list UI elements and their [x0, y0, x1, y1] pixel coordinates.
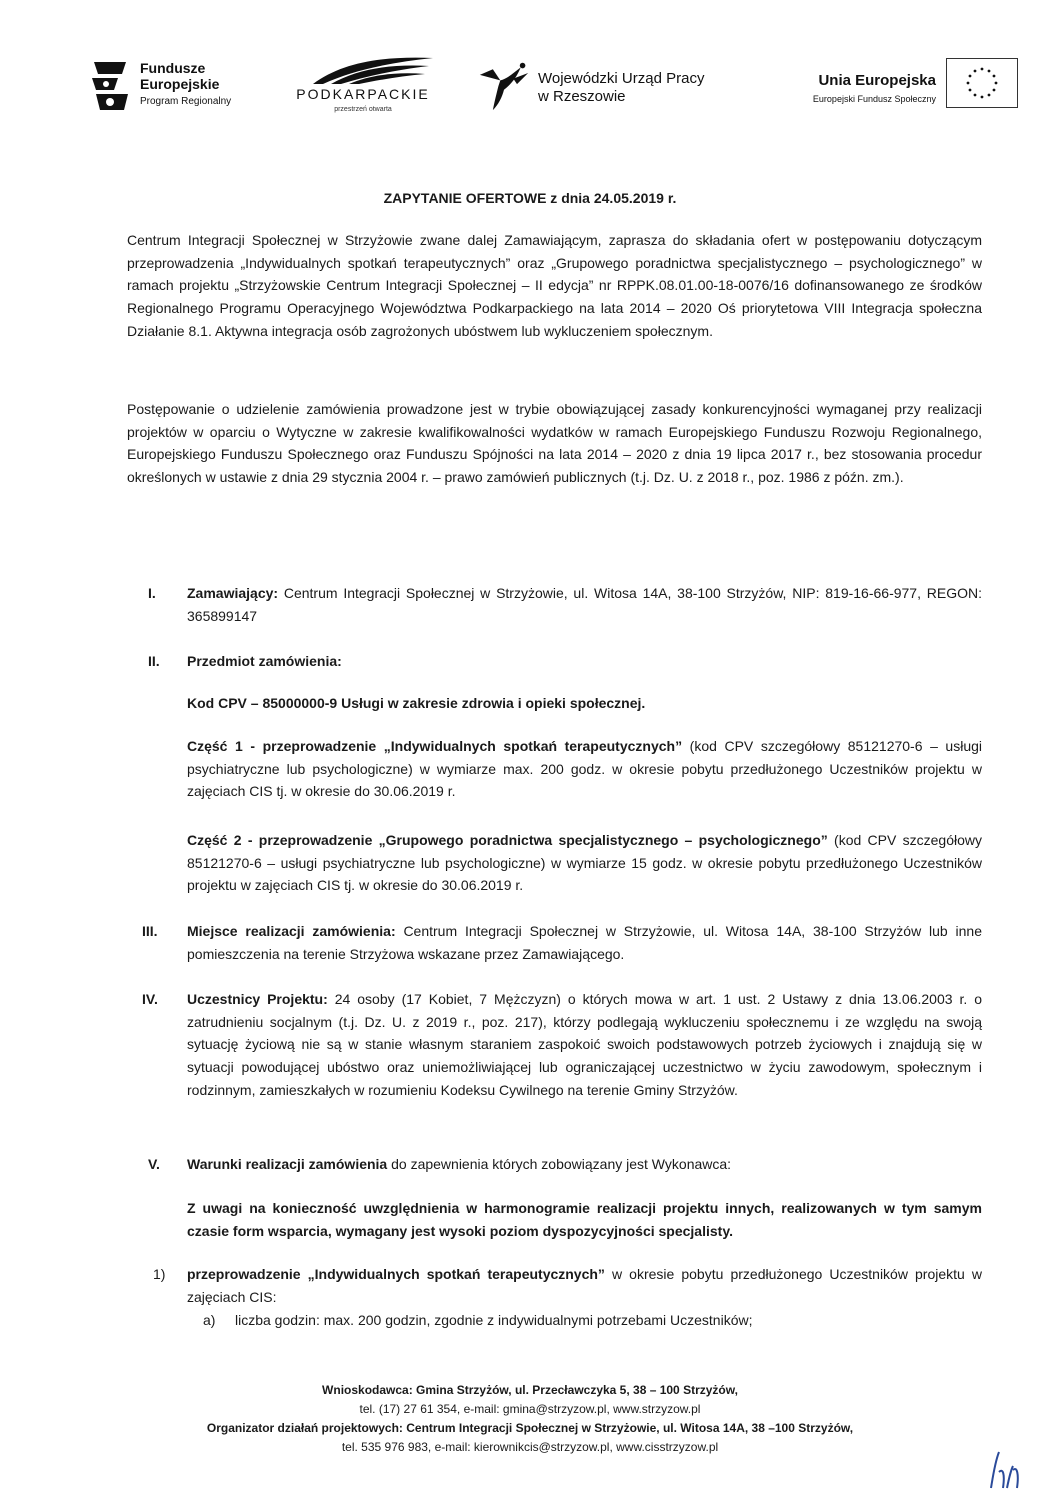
part-1-text: (kod CPV szczegółowy 85121270-6 – usługi psychiatryczne lub psychologiczne) w wymiarze max. 200 godz. w okresie pobytu przedłużonego Uczestników projektu w zajęciach CIS tj. w okresie do 30.06.2019 r.: [187, 738, 982, 800]
footer-applicant: Wnioskodawca: Gmina Strzyżów, ul. Przecławczyka 5, 38 – 100 Strzyżów,: [322, 1383, 738, 1397]
logo-wup-rzeszow: [476, 60, 736, 116]
item-1-text: w okresie pobytu przedłużonego Uczestników projektu w zajęciach CIS:: [187, 1266, 982, 1305]
section-2-part-2: [187, 829, 982, 897]
intro-paragraph-1: Centrum Integracji Społecznej w Strzyżowie zwane dalej Zamawiającym, zaprasza do składania ofert w postępowaniu dotyczącym przeprowadzenia „Indywidualnych spotkań terapeutycznych” oraz „Grupowego poradnictwa specjalistycznego – psychologicznego” w ramach projektu „Strzyżowskie Centrum Integracji Społecznej – II edycja” nr RPPK.08.01.00-18-0076/16 dofinansowanego ze środków Regionalnego Programu Operacyjnego Województwa Podkarpackiego na lata 2014 – 2020 Oś priorytetowa VIII Integracja społeczna Działanie 8.1. Aktywna integracja osób zagrożonych ubóstwem lub wykluczeniem społecznym.: [127, 232, 982, 339]
fundusze-europejskie-emblem-icon: [88, 58, 132, 114]
section-2-label: Przedmiot zamówienia:: [187, 653, 342, 669]
item-1-label: przeprowadzenie „Indywidualnych spotkań terapeutycznych”: [187, 1266, 605, 1282]
section-4-participants: [187, 988, 982, 1102]
item-1a-text: liczba godzin: max. 200 godzin, zgodnie z indywidualnymi potrzebami Uczestników;: [235, 1312, 753, 1328]
section-2-number: II.: [148, 653, 160, 669]
section-2-part-1: [187, 735, 982, 803]
section-3-location: [187, 920, 982, 965]
part-2-label: Część 2 - przeprowadzenie „Grupowego poradnictwa specjalistycznego – psychologicznego”: [187, 832, 828, 848]
wup-name: [538, 70, 704, 106]
ue-title: Unia Europejska: [818, 72, 936, 89]
item-1: [187, 1263, 982, 1308]
item-1-number: 1): [153, 1266, 166, 1282]
item-1a-letter: a): [203, 1312, 216, 1328]
section-4-number: IV.: [142, 991, 158, 1007]
logo-podkarpackie: [283, 52, 443, 122]
section-3-label: Miejsce realizacji zamówienia:: [187, 923, 396, 939]
header-logos: [88, 52, 1028, 122]
logo-unia-europejska: [786, 68, 1026, 118]
footer-organizer: Organizator działań projektowych: Centrum Integracji Społecznej w Strzyżowie, ul. Witosa 14A, 38 –100 Strzyżów,: [206, 1421, 854, 1435]
section-3-number: III.: [142, 923, 158, 939]
bleed-through-mark: [820, 540, 824, 560]
section-1-number: I.: [148, 585, 156, 601]
section-5-conditions: [187, 1153, 982, 1176]
footer-applicant-contact: tel. (17) 27 61 354, e-mail: gmina@strzyzow.pl, www.strzyzow.pl: [359, 1402, 701, 1416]
section-1-text: Centrum Integracji Społecznej w Strzyżowie, ul. Witosa 14A, 38-100 Strzyżów, NIP: 819-16-66-977, REGON: 365899147: [187, 585, 982, 624]
fe-line1: Fundusze: [140, 60, 206, 76]
section-5-label: Warunki realizacji zamówienia: [187, 1156, 388, 1172]
footer-organizer-contact: tel. 535 976 983, e-mail: kierownikcis@strzyzow.pl, www.cisstrzyzow.pl: [341, 1440, 719, 1454]
eu-flag-icon: [946, 58, 1018, 108]
wup-line1: Wojewódzki Urząd Pracy: [538, 70, 705, 87]
section-4-text: 24 osoby (17 Kobiet, 7 Mężczyzn) o których mowa w art. 1 ust. 2 Ustawy z dnia 13.06.2003 r. o zatrudnieniu socjalnym (t.j. Dz. U. z 2019 r., poz. 217), którzy podlegają wykluczeniu społecznemu i ze względu na swoją sytuację życiową nie są w stanie własnym staraniem zaspokoić swoich podstawowych potrzeb życiowych i znajdują się w sytuacji powodującej ubóstwo oraz uniemożliwiającej lub ograniczającej uczestnictwo w życiu zawodowym, społecznym i rodzinnym, zamieszkałych w rozumieniu Kodeksu Cywilnego na terenie Gminy Strzyżów.: [187, 991, 982, 1098]
section-5-number: V.: [148, 1156, 160, 1172]
ue-subtitle: Europejski Fundusz Społeczny: [812, 94, 936, 104]
podkarpackie-wave-icon: [283, 52, 443, 86]
section-1-ordering-party: [187, 582, 982, 627]
logo-fundusze-europejskie: [88, 58, 258, 116]
podkarpackie-name: PODKARPACKIE: [296, 86, 430, 102]
section-4-label: Uczestnicy Projektu:: [187, 991, 328, 1007]
section-1-label: Zamawiający:: [187, 585, 279, 601]
fe-line3: Program Regionalny: [140, 96, 232, 107]
wup-bird-icon: [476, 60, 532, 112]
podkarpackie-tagline: przestrzeń otwarta: [334, 106, 392, 113]
section-2-cpv: Kod CPV – 85000000-9 Usługi w zakresie zdrowia i opieki społecznej.: [187, 695, 646, 711]
wup-line2: w Rzeszowie: [538, 88, 626, 105]
section-5-text: do zapewnienia których zobowiązany jest Wykonawca:: [387, 1156, 732, 1172]
handwritten-initials-signature: [985, 1448, 1025, 1492]
part-2-text: (kod CPV szczegółowy 85121270-6 – usługi psychiatryczne lub psychologiczne) w wymiarze 15 godz. w okresie pobytu przedłużonego Uczestników projektu w zajęciach CIS tj. w okresie do 30.06.2019 r.: [187, 832, 982, 894]
intro-paragraph-2: Postępowanie o udzielenie zamówienia prowadzone jest w trybie obowiązującej zasady konkurencyjności wymaganej przy realizacji projektów w oparciu o Wytyczne w zakresie kwalifikowalności wydatków w ramach Europejskiego Funduszu Rozwoju Regionalnego, Europejskiego Funduszu Społecznego oraz Funduszu Spójności na lata 2014 – 2020 z dnia 19 lipca 2017 r., bez stosowania procedur określonych w ustawie z dnia 29 stycznia 2004 r. – prawo zamówień publicznych (t.j. Dz. U. z 2018 r., poz. 1986 z późn. zm.).: [127, 401, 982, 486]
fe-line2: Europejskie: [140, 76, 220, 92]
section-5-availability-note: Z uwagi na konieczność uwzględnienia w harmonogramie realizacji projektu innych, realizowanych w tym samym czasie form wsparcia, wymagany jest wysoki poziom dyspozycyjności specjalisty.: [187, 1200, 982, 1239]
part-1-label: Część 1 - przeprowadzenie „Indywidualnych spotkań terapeutycznych”: [187, 738, 683, 754]
document-title: ZAPYTANIE OFERTOWE z dnia 24.05.2019 r.: [383, 190, 677, 206]
section-3-text: Centrum Integracji Społecznej w Strzyżowie, ul. Witosa 14A, 38-100 Strzyżów lub inne pomieszczenia na terenie Strzyżowa wskazane przez Zamawiającego.: [187, 923, 982, 962]
